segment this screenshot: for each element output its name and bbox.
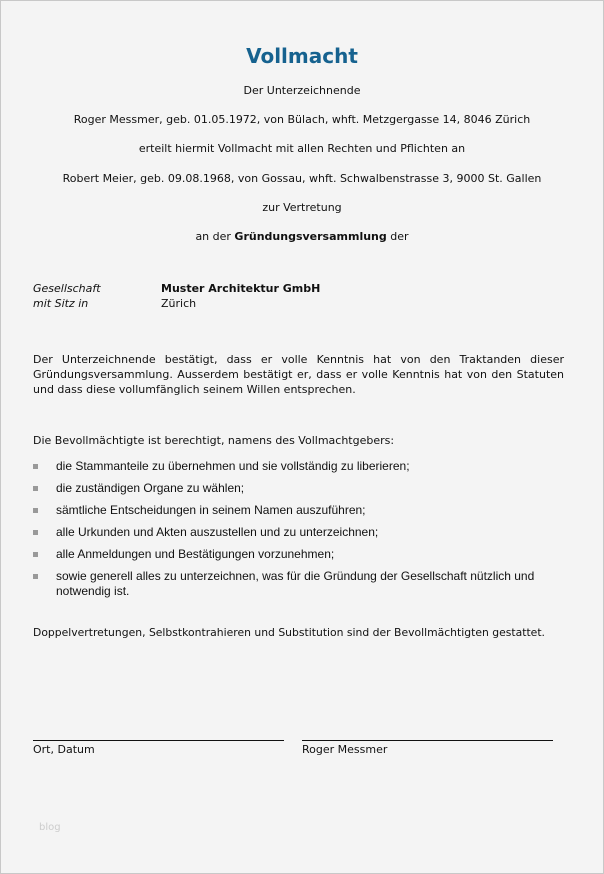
meeting-type: Gründungsversammlung (234, 230, 387, 243)
list-item-text: sämtliche Entscheidungen in seinem Namen auszuführen; (56, 503, 366, 517)
substitution-paragraph: Doppelvertretungen, Selbstkontrahieren und Substitution sind der Bevollmächtigten gestattet. (33, 626, 545, 639)
bullet-icon (33, 552, 38, 557)
list-item-text: alle Anmeldungen und Bestätigungen vorzunehmen; (56, 547, 335, 561)
company-name-label: Gesellschaft (33, 282, 101, 295)
list-item-text: sowie generell alles zu unterzeichnen, was für die Gründung der Gesellschaft nützlich und notwendig ist. (56, 569, 535, 598)
bullet-icon (33, 486, 38, 491)
intro-line-5: zur Vertretung (262, 201, 342, 214)
list-item (33, 525, 533, 540)
intro-line-3: erteilt hiermit Vollmacht mit allen Rechten und Pflichten an (138, 142, 466, 155)
intro-line-1: Der Unterzeichnende (243, 84, 361, 97)
signature-line-left (33, 740, 284, 741)
text: an der (195, 230, 235, 243)
company-seat-value: Zürich (161, 297, 197, 310)
text: der (386, 230, 409, 243)
list-item (33, 459, 533, 474)
company-seat-label: mit Sitz in (33, 297, 89, 310)
principal-line: Roger Messmer, geb. 01.05.1972, von Bülach, whft. Metzgergasse 14, 8046 Zürich (73, 113, 531, 126)
list-item-text: alle Urkunden und Akten auszustellen und zu unterzeichnen; (56, 525, 379, 539)
bullet-icon (33, 574, 38, 579)
list-item-text: die zuständigen Organe zu wählen; (56, 481, 245, 495)
bullet-icon (33, 508, 38, 513)
list-item (33, 547, 533, 562)
intro-line-6 (0, 229, 604, 244)
watermark: blog (39, 822, 61, 833)
list-item-text: die Stammanteile zu übernehmen und sie vollständig zu liberieren; (56, 459, 410, 473)
list-item (33, 481, 533, 496)
agent-line: Robert Meier, geb. 09.08.1968, von Gossau, whft. Schwalbenstrasse 3, 9000 St. Gallen (62, 172, 542, 185)
document-title: Vollmacht (246, 44, 358, 68)
place-date-label: Ort, Datum (33, 743, 95, 756)
company-name-value: Muster Architektur GmbH (161, 282, 321, 295)
signature-line-right (302, 740, 553, 741)
acknowledgement-paragraph: Der Unterzeichnende bestätigt, dass er volle Kenntnis hat von den Traktanden dieser Gründungsversammlung. Ausserdem bestätigt er, dass er volle Kenntnis hat von den Statuten und dass diese vollumfänglich seinem Willen entsprechen. (33, 353, 564, 396)
bullet-icon (33, 464, 38, 469)
signer-name-label: Roger Messmer (302, 743, 388, 756)
list-item (33, 569, 553, 599)
bullet-icon (33, 530, 38, 535)
list-item (33, 503, 533, 518)
list-intro: Die Bevollmächtigte ist berechtigt, namens des Vollmachtgebers: (33, 434, 395, 447)
